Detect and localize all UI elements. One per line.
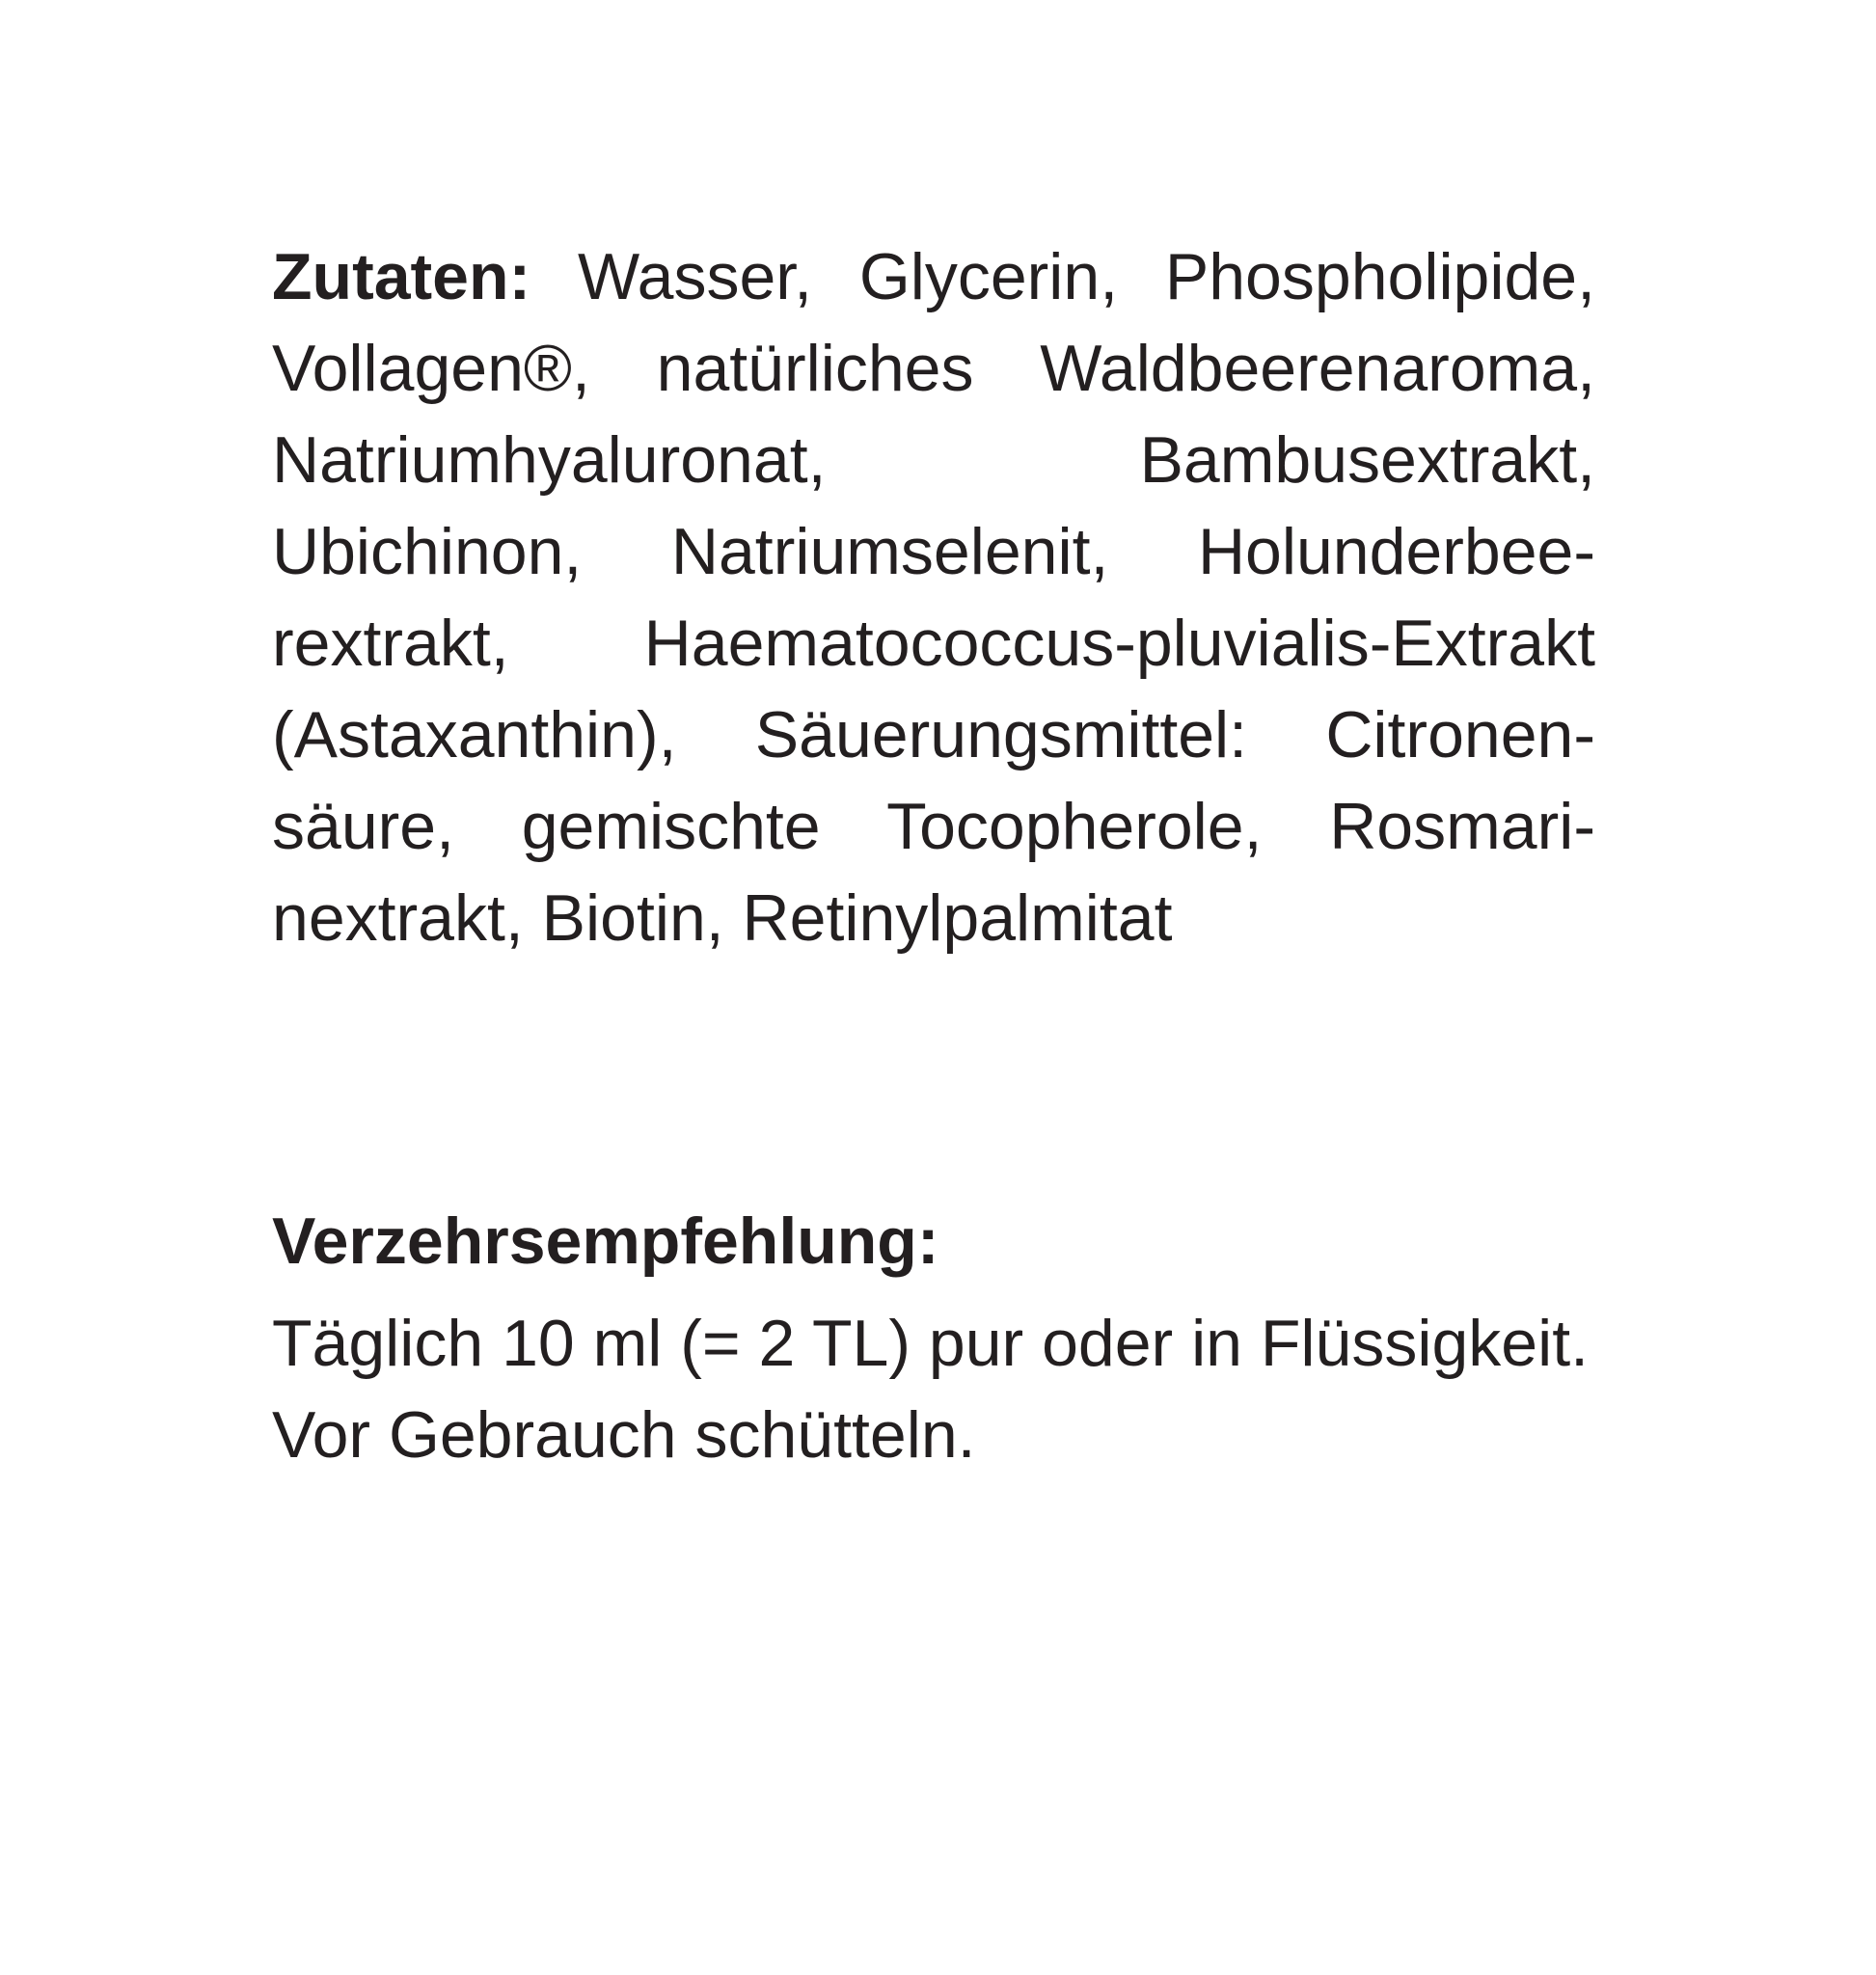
ingredients-line-6: (Astaxanthin), Säuerungsmittel: Citronen- — [272, 698, 1595, 771]
ingredients-line-1 — [272, 231, 1595, 323]
usage-instructions — [272, 1298, 1589, 1481]
ingredients-line-4: Ubichinon, Natriumselenit, Holunderbee- — [272, 515, 1595, 588]
ingredients-line-2: Vollagen®, natürliches Waldbeerenaroma, — [272, 332, 1595, 405]
ingredients-line-1-text: Wasser, Glycerin, Phospholipide, — [530, 240, 1595, 313]
ingredients-line-5: rextrakt, Haematococcus-pluvialis-Extrakt — [272, 607, 1595, 680]
ingredients-line-3: Natriumhyaluronat, Bambusextrakt, — [272, 423, 1595, 497]
ingredients-label: Zutaten: — [272, 240, 531, 313]
usage-line-2: Vor Gebrauch schütteln. — [272, 1398, 976, 1472]
usage-heading: Verzehrsempfehlung: — [272, 1204, 939, 1278]
ingredients-line-7: säure, gemischte Tocopherole, Rosmari- — [272, 790, 1595, 863]
ingredients-line-8: nextrakt, Biotin, Retinylpalmitat — [272, 881, 1173, 955]
ingredients-block — [272, 231, 1595, 964]
usage-line-1: Täglich 10 ml (= 2 TL) pur oder in Flüssigkeit. — [272, 1307, 1589, 1380]
